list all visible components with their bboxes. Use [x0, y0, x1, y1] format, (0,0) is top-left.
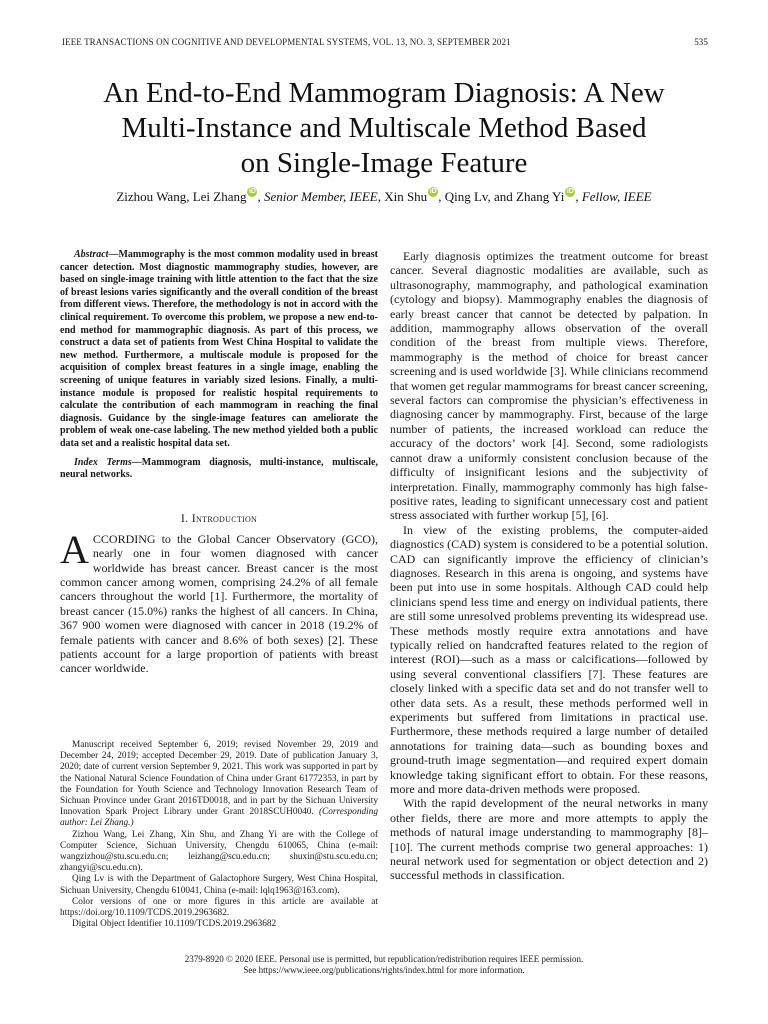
body-paragraph-3: With the rapid development of the neural networks in many other fields, there are more and more attempts to apply the methods of natural image understanding to mammography [8]–[10]. The current methods comprise two general approaches: 1) neural network used for segmentation or object detection and 2) successful methods in classification.: [390, 796, 708, 883]
section-title-text: Introduction: [191, 510, 258, 525]
index-terms: [60, 457, 378, 482]
right-column: [390, 249, 708, 883]
footnote-doi: Digital Object Identifier 10.1109/TCDS.2019.2963682: [72, 919, 277, 930]
copyright-line-2: See https://www.ieee.org/publications/rights/index.html for more information.: [243, 965, 525, 975]
section-heading-introduction: [60, 511, 378, 526]
orcid-icon[interactable]: iD: [566, 188, 574, 195]
footnote-affiliation-1: Zizhou Wang, Lei Zhang, Xin Shu, and Zhang Yi are with the College of Computer Science, Sichuan University, Chengdu 610065, China (e-mail: wangzizhou@stu.scu.edu.cn; leizhang@scu.edu.cn; shuxin@stu.scu.edu.cn; zhangyi@scu.edu.cn).: [60, 829, 378, 874]
left-column: [60, 249, 378, 676]
author-role-senior: , Senior Member, IEEE,: [257, 189, 381, 204]
author-role-fellow: , Fellow, IEEE: [575, 189, 652, 204]
intro-paragraph: [60, 526, 378, 676]
copyright-notice: [40, 954, 728, 976]
author-list: [40, 189, 728, 205]
author-group-1: Zizhou Wang, Lei Zhang: [116, 189, 247, 204]
body-paragraph-2: In view of the existing problems, the computer-aided diagnostics (CAD) system is considered to be a potential solution. CAD can significantly improve the efficiency of clinician’s diagnoses. Research in this arena is ongoing, and systems have been put into use in some hospitals. Although CAD could help clinicians spend less time and energy on individual patients, there are still some unresolved problems preventing its widespread use. These methods mostly require extra annotations and have typically relied on handcrafted features related to the region of interest (ROI)—such as a mass or calcifications—followed by using several conventional classifiers [7]. These features are closely linked with a specific data set and do not transfer well to other data sets. As a result, these methods performed well in experiments but suffered from limitations in practical use. Furthermore, these methods required a large number of detailed annotations for training data—such as bounding boxes and ground-truth image segmentation—and required expert domain knowledge taking significant effort to obtain. For these reasons, more and more data-driven methods were proposed.: [390, 522, 708, 797]
footnote-manuscript: [60, 740, 378, 830]
abstract-text: —Mammography is the most common modality used in breast cancer detection. Most diagnostic mammography studies, however, are based on single-image training with little attention to the fact that the size of breast lesions varies significantly and the overall condition of the breast from different views. Therefore, the methodology is not in accord with the clinical requirement. To overcome this problem, we propose a new end-to-end method for mammographic diagnosis. As part of this process, we construct a data set of patients from West China Hospital to validate the new method. Furthermore, a multiscale module is proposed for the acquisition of complex breast features in a single image, enabling the screening of unique features in variably sized lesions. Finally, a multi-instance module is proposed for realistic hospital requirements to calculate the contribution of each mammogram in reaching the final diagnosis. Guidance by the single-image features can ameliorate the problem of weak one-case labeling. The new method yielded both a public data set and a realistic hospital data set.: [60, 249, 378, 449]
running-header: [62, 37, 708, 47]
footnote-affiliation-2: Qing Lv is with the Department of Galactophore Surgery, West China Hospital, Sichuan University, Chengdu 610041, China (e-mail: lqlq1963@163.com).: [60, 874, 378, 896]
index-terms-text: —Mammogram diagnosis, multi-instance, multiscale, neural networks.: [60, 456, 378, 481]
footnote-manuscript-text: Manuscript received September 6, 2019; revised November 29, 2019 and December 24, 2019; accepted December 29, 2019. Date of publication January 3, 2020; date of current version September 9, 2021. This work was supported in part by the National Natural Science Foundation of China under Grant 61772353, in part by the Foundation for Youth Science and Technology Innovation Research Team of Sichuan Province under Grant 2016TD0018, and in part by the Sichuan University Innovation Spark Project Library under Grant 2018SCUH0040.: [60, 740, 378, 818]
title-line-3: on Single-Image Feature: [240, 147, 528, 179]
abstract: [60, 249, 378, 451]
paper-title: [40, 76, 728, 181]
orcid-icon[interactable]: iD: [248, 188, 256, 195]
title-line-1: An End-to-End Mammogram Diagnosis: A New: [103, 77, 665, 109]
corresponding-author: (Corresponding author: Lei Zhang.): [60, 807, 378, 829]
title-line-2: Multi-Instance and Multiscale Method Based: [121, 112, 647, 144]
author-group-3: , Qing Lv, and Zhang Yi: [438, 189, 565, 204]
body-paragraph-1: Early diagnosis optimizes the treatment outcome for breast cancer. Several diagnostic modalities are available, such as ultrasonography, mammography, and pathological examination (cytology and biopsy). Mammography enables the diagnosis of early breast cancer that cannot be detected by palpation. In addition, mammography allows observation of the overall condition of the breast from multiple views. Therefore, mammography is the method of choice for breast cancer screening and is used worldwide [3]. While clinicians recommend that women get regular mammograms for breast cancer screening, several factors can compromise the physician’s effectiveness in diagnosing cancer by mammography. First, because of the large number of patients, the increased workload can reduce the accuracy of the doctors’ work [4]. Second, some radiologists cannot draw a uniformly consistent conclusion because of the difficulty of insignificant lesions and the subjectivity of interpretation. Finally, mammography commonly has high false-positive rates, leading to significant unnecessary cost and patient stress associated with further workup [5], [6].: [390, 249, 708, 523]
intro-text: CCORDING to the Global Cancer Observatory (GCO), nearly one in four women diagnosed with cancer worldwide has breast cancer. Breast cancer is the most common cancer among women, comprising 24.2% of all female cancers throughout the world [1]. Furthermore, the mortality of breast cancer (15.0%) ranks the highest of all cancers. In China, 367 900 women were diagnosed with cancer in 2018 (19.2% of female patients with cancer and 8.6% of both sexes) [2]. These patients account for a large proportion of patients with breast cancer worldwide.: [60, 531, 378, 676]
footnotes: [60, 740, 378, 930]
index-terms-label: Index Terms: [74, 456, 132, 468]
abstract-label: Abstract: [74, 249, 109, 260]
page-number: 535: [694, 37, 708, 47]
author-group-2: Xin Shu: [380, 189, 428, 204]
journal-name: IEEE TRANSACTIONS ON COGNITIVE AND DEVELOPMENTAL SYSTEMS, VOL. 13, NO. 3, SEPTEMBER 2021: [62, 37, 511, 47]
footnote-color-versions: Color versions of one or more figures in this article are available at https://doi.org/10.1109/TCDS.2019.2963682.: [60, 896, 378, 919]
section-numeral: I.: [180, 510, 192, 525]
copyright-line-1: 2379-8920 © 2020 IEEE. Personal use is permitted, but republication/redistribution requires IEEE permission.: [184, 954, 584, 964]
orcid-icon[interactable]: iD: [429, 188, 437, 195]
dropcap: A: [60, 526, 89, 572]
